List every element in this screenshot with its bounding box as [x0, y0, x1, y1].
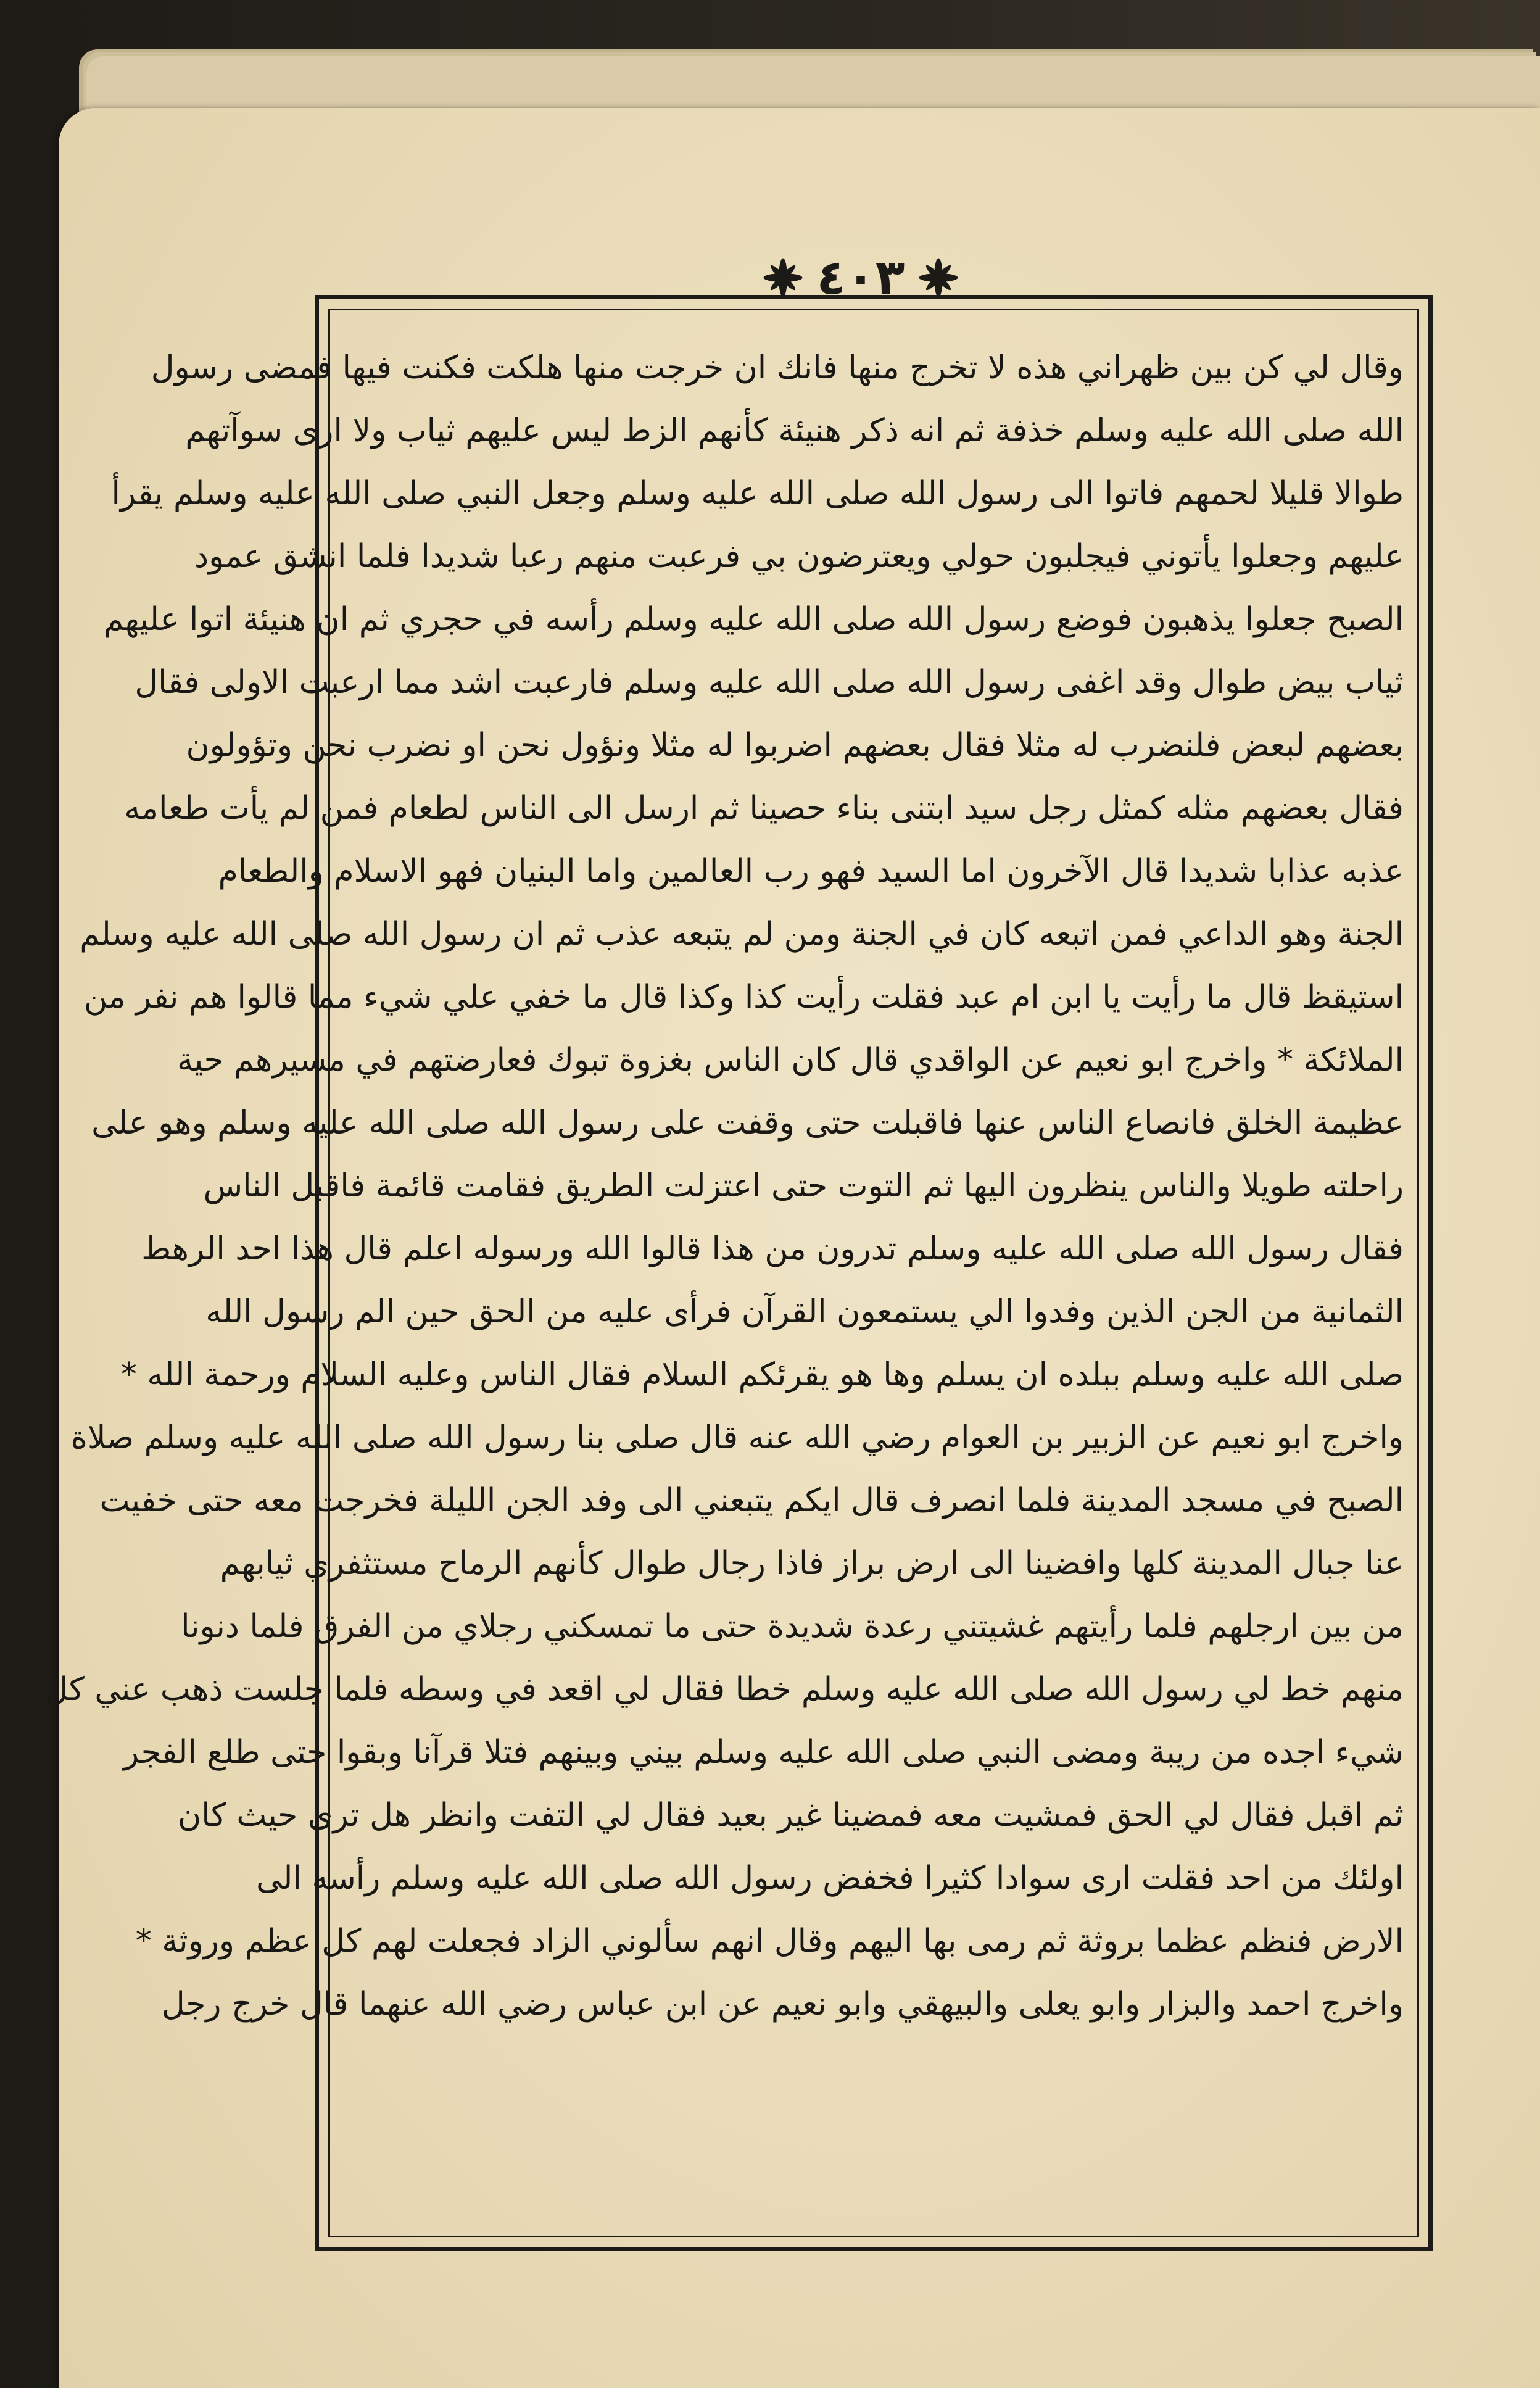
- page-number: ٤٠٣: [816, 250, 905, 305]
- text-line: عليهم وجعلوا يأتوني فيجلبون حولي ويعترضون بي فرعبت منهم رعبا شديدا فلما انشق عمود: [194, 538, 1404, 575]
- arabic-text-block: [44, 336, 1404, 2224]
- text-line: صلى الله عليه وسلم ببلده ان يسلم وها هو يقرئكم السلام فقال الناس وعليه السلام ورحمة الله *: [120, 1356, 1404, 1393]
- text-line: الجنة وهو الداعي فمن اتبعه كان في الجنة ومن لم يتبعه عذب ثم ان رسول الله صلى الله عليه وسلم: [80, 916, 1404, 953]
- text-line: طوالا قليلا لحمهم فاتوا الى رسول الله صلى الله عليه وسلم وجعل النبي صلى الله عليه وسلم يقرأ: [111, 475, 1404, 512]
- text-line: اولئك من احد فقلت ارى سوادا كثيرا فخفض رسول الله صلى الله عليه وسلم رأسه الى: [256, 1860, 1404, 1897]
- text-line: من بين ارجلهم فلما رأيتهم غشيتني رعدة شديدة حتى ما تمسكني رجلاي من الفرق فلما دنونا: [181, 1608, 1404, 1645]
- text-line: الصبح في مسجد المدينة فلما انصرف قال ايكم يتبعني الى وفد الجن الليلة فخرجت معه حتى خفيت: [99, 1482, 1404, 1519]
- text-line: عنا جبال المدينة كلها وافضينا الى ارض براز فاذا رجال طوال كأنهم الرماح مستثفري ثيابهم: [220, 1545, 1404, 1582]
- text-line: عظيمة الخلق فانصاع الناس عنها فاقبلت حتى وقفت على رسول الله صلى الله عليه وسلم وهو على: [91, 1105, 1404, 1142]
- flower-ornament-icon: [917, 256, 960, 299]
- text-line: الملائكة * واخرج ابو نعيم عن الواقدي قال كان الناس بغزوة تبوك فعارضتهم في مسيرهم حية: [176, 1042, 1404, 1079]
- text-line: ثم اقبل فقال لي الحق فمشيت معه فمضينا غير بعيد فقال لي التفت وانظر هل ترى حيث كان: [178, 1797, 1404, 1834]
- text-line: استيقظ قال ما رأيت يا ابن ام عبد فقلت رأيت كذا وكذا قال ما خفي علي شيء مما قالوا هم نفر من: [83, 979, 1404, 1016]
- text-line: عذبه عذابا شديدا قال الآخرون اما السيد فهو رب العالمين واما البنيان فهو الاسلام والطعام: [218, 853, 1404, 890]
- text-line: الصبح جعلوا يذهبون فوضع رسول الله صلى الله عليه وسلم رأسه في حجري ثم ان هنيئة اتوا عليهم: [103, 601, 1404, 638]
- text-line: راحلته طويلا والناس ينظرون اليها ثم التوت حتى اعتزلت الطريق فقامت قائمة فاقبل الناس: [203, 1167, 1404, 1204]
- text-line: الثمانية من الجن الذين وفدوا الي يستمعون القرآن فرأى عليه من الحق حين الم رسول الله: [205, 1293, 1404, 1330]
- flower-ornament-icon: [761, 256, 805, 299]
- text-line: بعضهم لبعض فلنضرب له مثلا فقال بعضهم اضربوا له مثلا ونؤول نحن او نضرب نحن وتؤولون: [186, 727, 1404, 764]
- text-line: وقال لي كن بين ظهراني هذه لا تخرج منها فانك ان خرجت منها هلكت فكنت فيها فمضى رسول: [151, 349, 1404, 386]
- text-line: شيء اجده من ريبة ومضى النبي صلى الله عليه وسلم بيني وبينهم فتلا قرآنا وبقوا حتى طلع الفجر: [123, 1734, 1404, 1771]
- text-line: ثياب بيض طوال وقد اغفى رسول الله صلى الله عليه وسلم فارعبت اشد مما ارعبت الاولى فقال: [135, 664, 1404, 701]
- text-line: فقال بعضهم مثله كمثل رجل سيد ابتنى بناء حصينا ثم ارسل الى الناس لطعام فمن لم يأت طعامه: [124, 790, 1404, 827]
- text-line: منهم خط لي رسول الله صلى الله عليه وسلم خطا فقال لي اقعد في وسطه فلما جلست ذهب عني كل: [44, 1671, 1404, 1708]
- text-line: فقال رسول الله صلى الله عليه وسلم تدرون من هذا قالوا الله ورسوله اعلم قال هذا احد الرهط: [141, 1230, 1404, 1267]
- text-line: الله صلى الله عليه وسلم خذفة ثم انه ذكر هنيئة كأنهم الزط ليس عليهم ثياب ولا ارى سوآتهم: [185, 412, 1404, 449]
- text-line: الارض فنظم عظما بروثة ثم رمى بها اليهم وقال انهم سألوني الزاد فجعلت لهم كل عظم وروثة *: [135, 1923, 1404, 1960]
- text-line: واخرج احمد والبزار وابو يعلى والبيهقي وابو نعيم عن ابن عباس رضي الله عنهما قال خرج رجل: [161, 1986, 1404, 2023]
- text-line: واخرج ابو نعيم عن الزبير بن العوام رضي الله عنه قال صلى بنا رسول الله صلى الله عليه وسلم صلاة: [70, 1419, 1404, 1456]
